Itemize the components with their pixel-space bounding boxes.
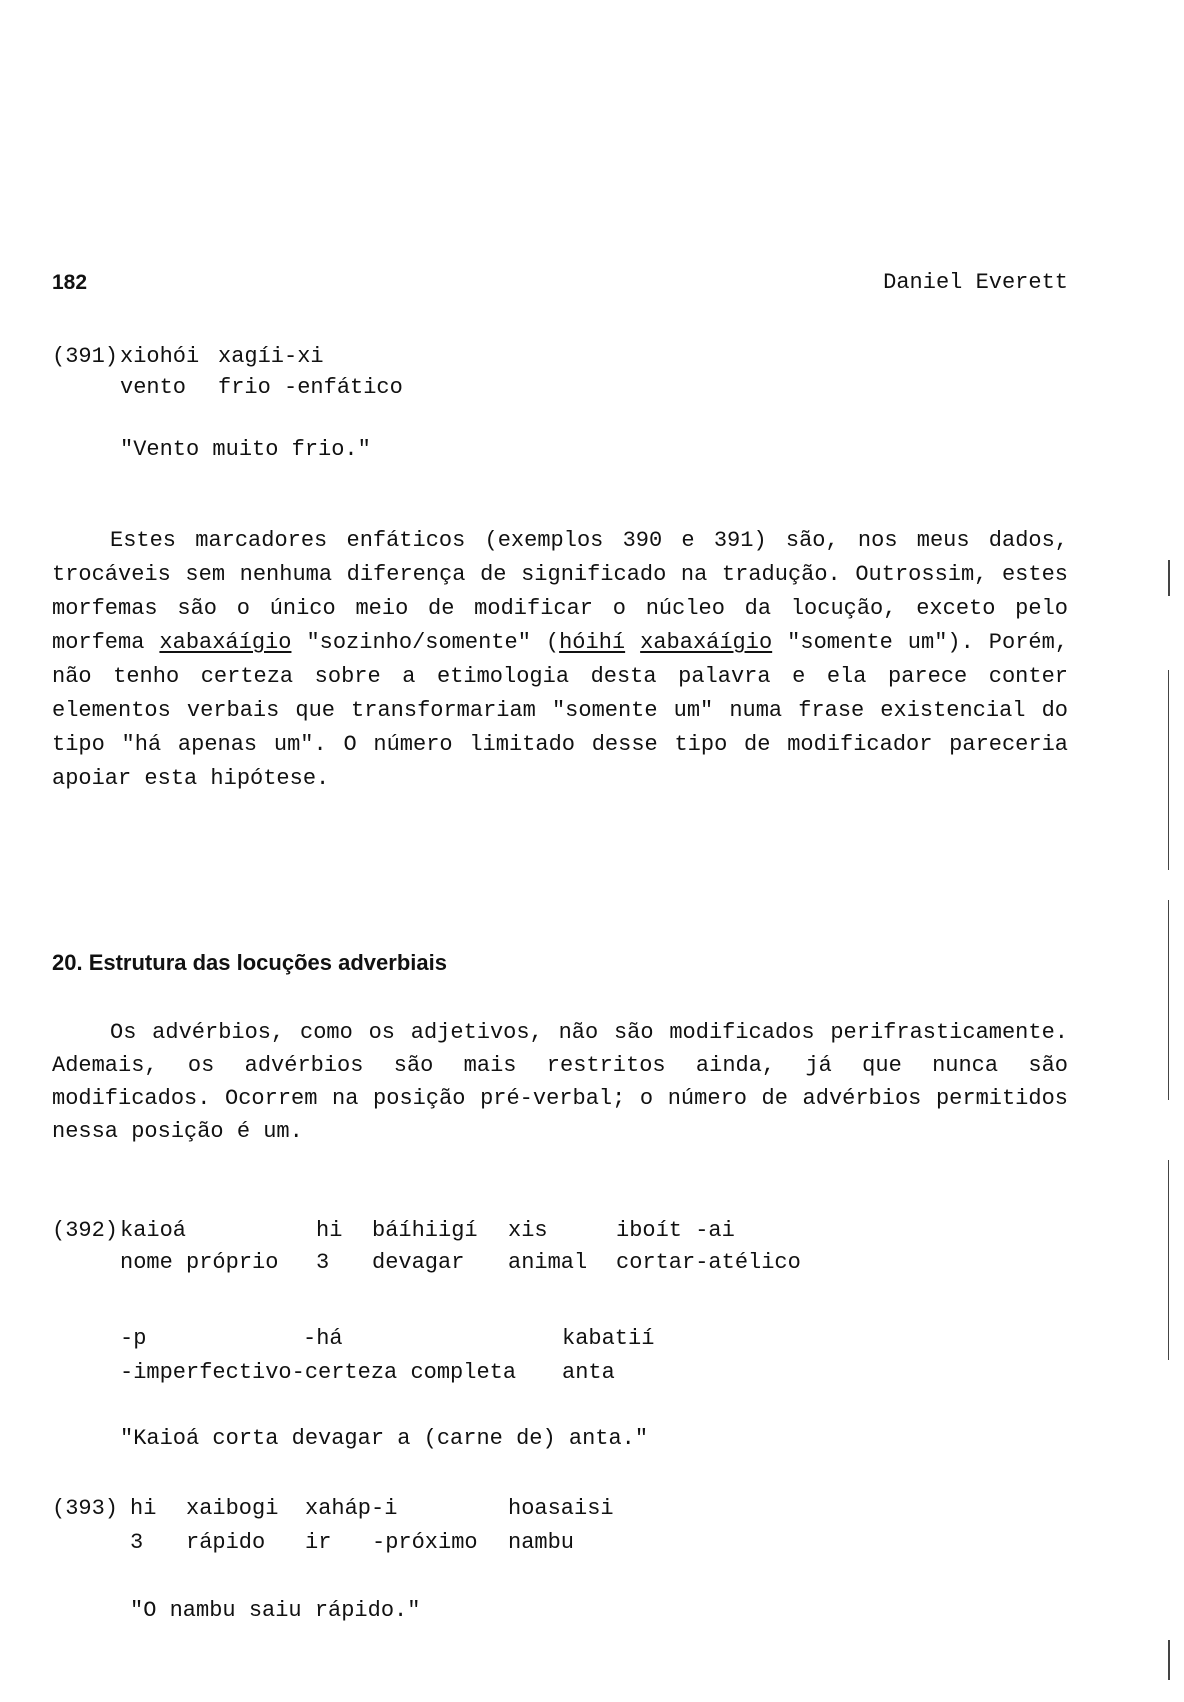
gloss: 3: [316, 1250, 330, 1275]
text: [625, 630, 640, 655]
example-number: (392): [52, 1218, 119, 1243]
scan-artifact-line: [1168, 1640, 1170, 1680]
text: "somente um"). Porém, não tenho certeza sobre a etimologia desta palavra e ela parece conter elementos verbais que transformariam "somente um" numa frase existencial do tipo "há apenas um". O número limitado desse tipo de modificador pareceria apoiar esta hipótese.: [52, 630, 1069, 791]
underlined-term: xabaxáígio: [640, 630, 773, 655]
running-header-author: Daniel Everett: [883, 270, 1068, 295]
gloss: -próximo: [372, 1530, 478, 1555]
section-heading: 20. Estrutura das locuções adverbiais: [52, 950, 447, 975]
text: "sozinho/somente" (: [291, 630, 560, 655]
word: xaháp-i: [305, 1496, 398, 1521]
word: xis: [508, 1218, 548, 1243]
scan-artifact-line: [1168, 1160, 1169, 1360]
word: báíhiigí: [372, 1218, 478, 1243]
gloss: nambu: [508, 1530, 575, 1555]
gloss: cortar-atélico: [616, 1250, 801, 1275]
gloss: animal: [508, 1250, 588, 1275]
paragraph-2: Os advérbios, como os adjetivos, não são modificados perifrasticamente. Ademais, os advérbios são mais restritos ainda, já que nunca são modificados. Ocorrem na posição pré-verbal; o número de advérbios permitidos nessa posição é um.: [52, 1020, 1068, 1144]
scan-artifact-line: [1168, 900, 1169, 1100]
word: xaibogi: [186, 1496, 279, 1521]
word: hi: [316, 1218, 343, 1243]
underlined-term: hóihí: [559, 630, 626, 655]
word: kaioá: [120, 1218, 187, 1243]
translation: "Vento muito frio.": [120, 437, 371, 462]
word: hi: [130, 1496, 157, 1521]
word: -p: [120, 1326, 147, 1351]
scan-artifact-line: [1168, 560, 1170, 596]
gloss: vento: [120, 375, 187, 400]
word: -há: [303, 1326, 343, 1351]
translation: "Kaioá corta devagar a (carne de) anta.": [120, 1426, 649, 1451]
gloss: rápido: [186, 1530, 266, 1555]
gloss: -imperfectivo-certeza completa: [120, 1360, 517, 1385]
example-number: (391): [52, 344, 119, 369]
example-number: (393): [52, 1496, 119, 1521]
word: kabatií: [562, 1326, 655, 1351]
gloss: anta: [562, 1360, 615, 1385]
word: iboít -ai: [616, 1218, 735, 1243]
word: hoasaisi: [508, 1496, 614, 1521]
word: xagíi-xi: [218, 344, 324, 369]
gloss: ir: [305, 1530, 332, 1555]
gloss: nome próprio: [120, 1250, 279, 1275]
underlined-term: xabaxáígio: [159, 630, 292, 655]
gloss: devagar: [372, 1250, 465, 1275]
gloss: frio -enfático: [218, 375, 403, 400]
word: xiohói: [120, 344, 200, 369]
scan-artifact-line: [1168, 670, 1169, 870]
gloss: 3: [130, 1530, 144, 1555]
paragraph-1: [52, 524, 1068, 796]
translation: "O nambu saiu rápido.": [130, 1598, 421, 1623]
text: Estes marcadores enfáticos (exemplos 390 e 391) são, nos meus dados, trocáveis sem nenhuma diferença de significado na tradução. Outrossim, estes morfemas são o único meio de modificar o núcleo da locução, exceto pelo morfema: [52, 528, 1068, 655]
page-number: 182: [52, 271, 88, 294]
